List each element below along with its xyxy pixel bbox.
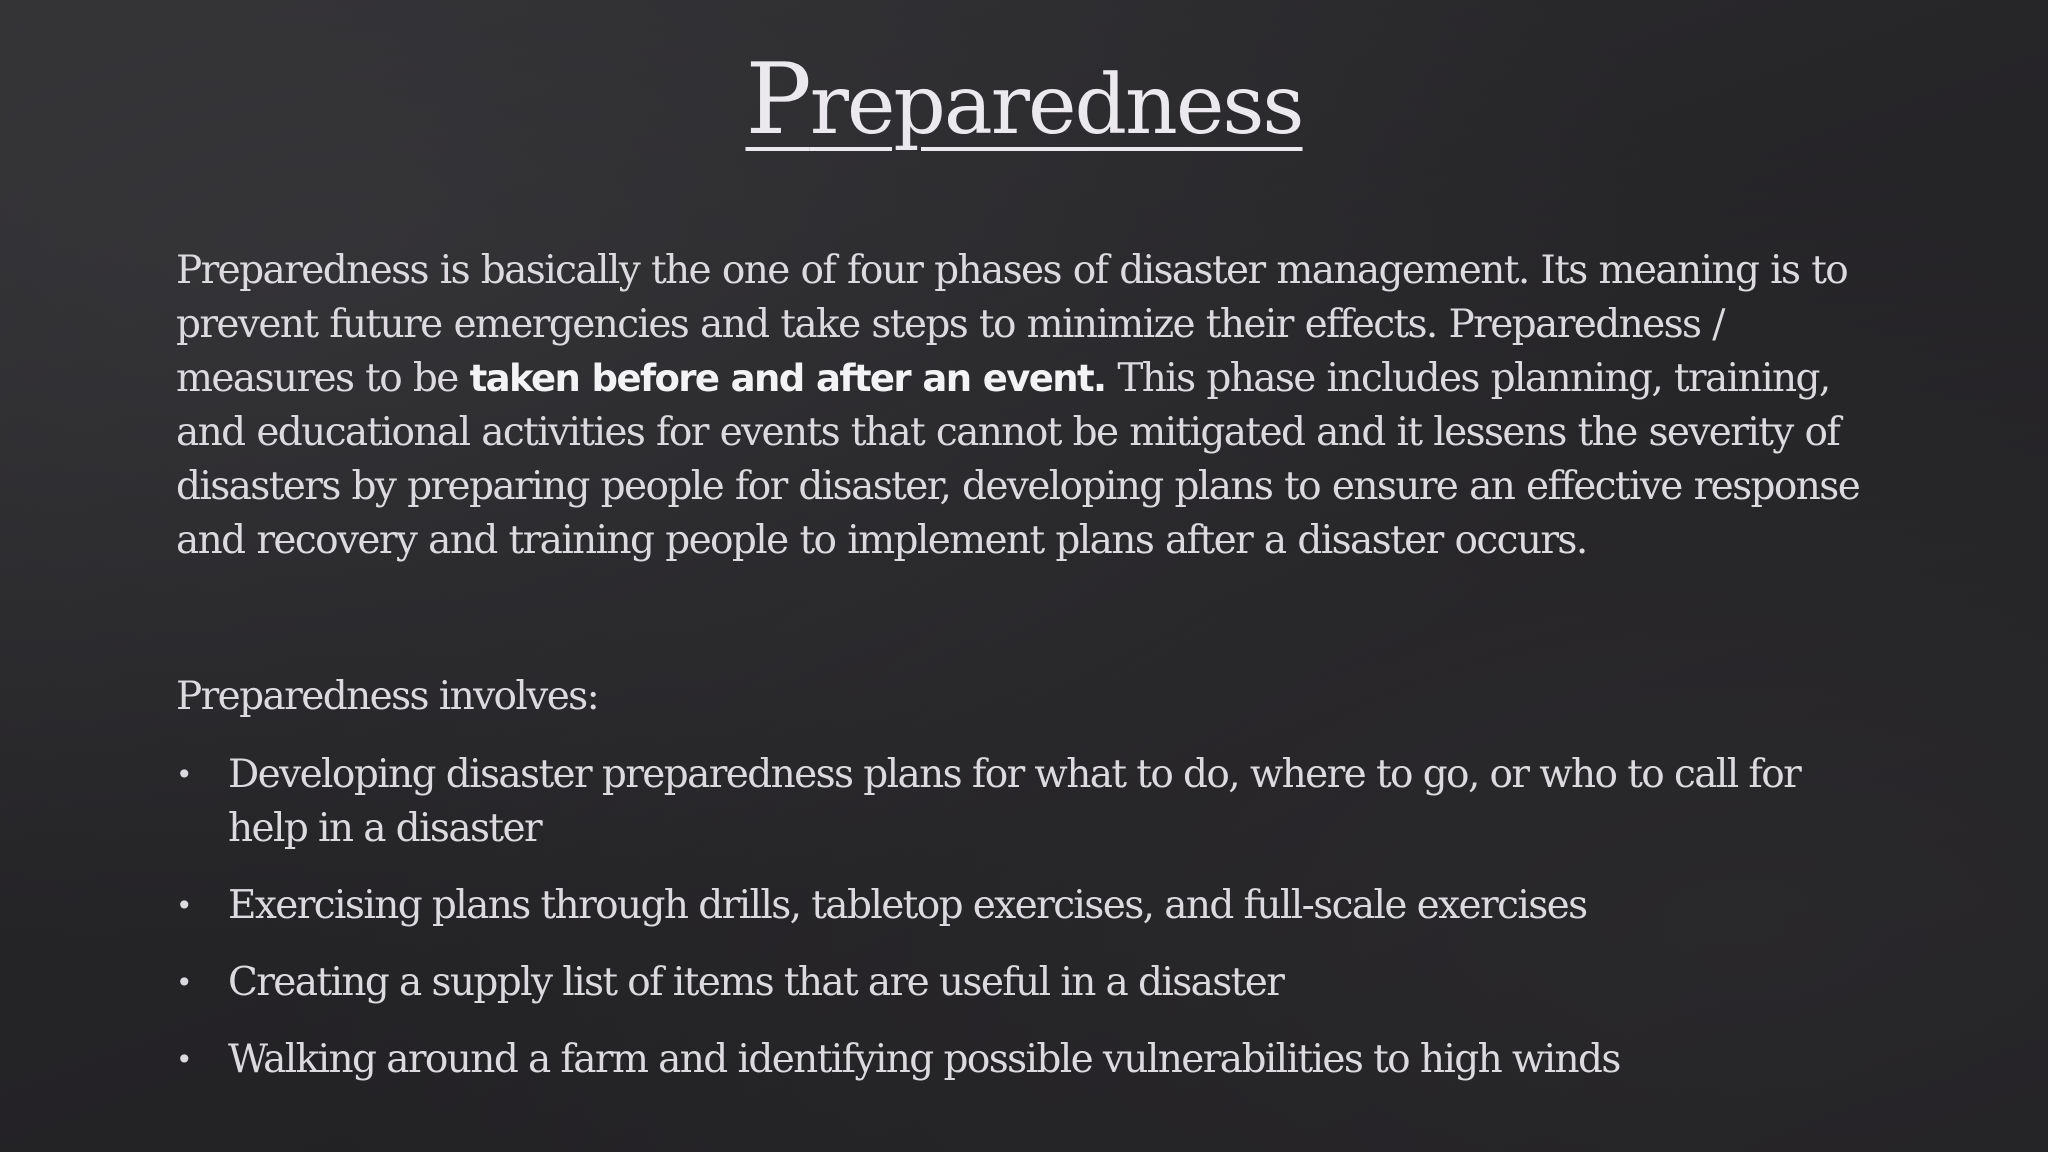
bullet-item	[176, 1033, 1876, 1087]
paragraph	[176, 244, 1876, 568]
paragraph-bold: taken before and after an event.	[469, 357, 1106, 400]
bullet-icon: •	[176, 966, 191, 999]
title-initial: P	[745, 43, 810, 157]
bullet-item	[176, 748, 1876, 856]
title-text	[745, 40, 1302, 166]
bullet-text: Walking around a farm and identifying possible vulnerabilities to high winds	[228, 1037, 1620, 1082]
paragraph-part-1: Preparedness is basically the one of four phases of disaster management. Its meaning is to prevent future emergencies and take steps to minimize their effects. Preparedness / measures to be	[176, 248, 1848, 401]
involves-heading: Preparedness involves:	[176, 674, 599, 719]
bullet-text: Creating a supply list of items that are useful in a disaster	[228, 960, 1284, 1005]
title-rest: reparedness	[809, 58, 1303, 153]
bullet-icon: •	[176, 758, 191, 791]
bullet-text: Developing disaster preparedness plans for what to do, where to go, or who to call for help in a disaster	[228, 752, 1801, 851]
bullet-icon: •	[176, 889, 191, 922]
bullet-icon: •	[176, 1043, 191, 1076]
bullet-list	[176, 748, 1876, 1110]
bullet-text: Exercising plans through drills, tabletop exercises, and full-scale exercises	[228, 883, 1587, 928]
intro-paragraph	[176, 244, 1876, 568]
paragraph-part-2: This phase includes planning, training, and educational activities for events that cannot be mitigated and it lessens the severity of disasters by preparing people for disaster, developing plans to ensure an effective response and recovery and training people to implement plans after a disaster occurs.	[176, 356, 1860, 563]
bullet-item	[176, 879, 1876, 933]
bullet-item	[176, 956, 1876, 1010]
slide-title	[0, 40, 2048, 166]
